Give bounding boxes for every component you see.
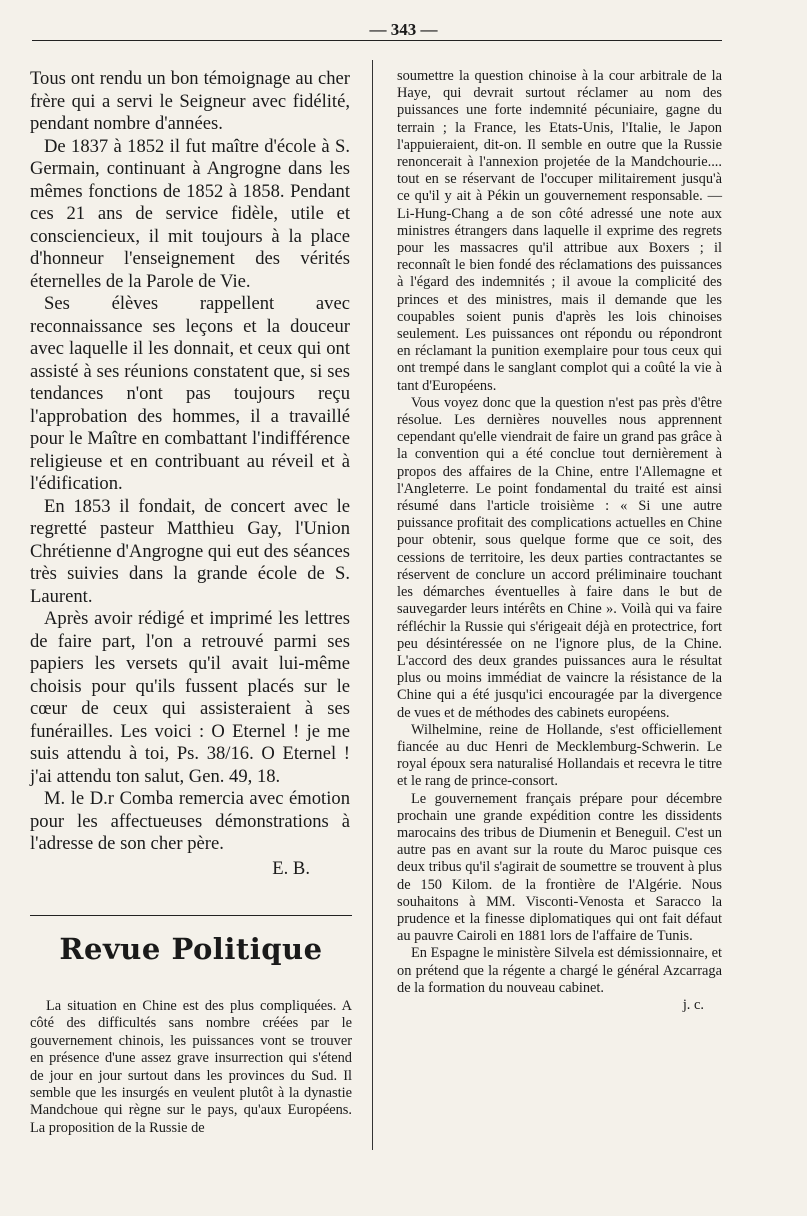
obituary-paragraph: Ses élèves rappellent avec reconnaissance ses leçons et la douceur avec laquelle il les donnait, et ceux qui ont assisté à ses réunions constatent que, si ses tendances n'ont pas toujours reçu l'approbation des hommes, il a travaillé pour le Maître en combattant l'indifférence religieuse et en contribuant au réveil et à l'édification.	[30, 293, 350, 494]
header-rule	[32, 40, 722, 41]
page-number: — 343 —	[369, 20, 438, 39]
obituary-paragraph: M. le D.r Comba remercia avec émotion pour les affectueuses démonstrations à l'adresse de son cher père.	[30, 788, 350, 854]
politics-paragraph: En Espagne le ministère Silvela est démissionnaire, et on prétend que la régente a chargé le général Azcarraga de la formation du nouveau cabinet.	[397, 945, 722, 996]
politics-paragraph: La situation en Chine est des plus compliquées. A côté des difficultés sans nombre créées par le gouvernement chinois, les puissances vont se trouver en présence d'une assez grave insurrection qui s'étend de jour en jour surtout dans les provinces du Sud. Il semble que les insurgés en veulent plutôt à la dynastie Mandchoue qui règne sur le pays, qu'aux Européens. La proposition de la Russie de	[30, 998, 352, 1136]
politics-paragraph: soumettre la question chinoise à la cour arbitrale de la Haye, qui devrait surtout réclamer au nom des puissances une forte indemnité pécuniaire, gagne du terrain ; la France, les Etats-Unis, l'Italie, le Japon l'appuieraient, dit-on. Il semble en outre que la Russie renoncerait à l'annexion projetée de la Mandchourie.... tout en se réservant de l'occuper militairement jusqu'à ce qu'il y ait à Pékin un gouvernement responsable. — Li-Hung-Chang a de son côté adressé une note aux ministres étrangers dans laquelle il exprime des regrets pour les massacres qu'il attribue aux Boxers ; il reconnaît le bien fondé des réclamations des puissances à l'égard des indemnités ; il avoue la complicité des princes et des ministres, mais il demande que les coupables soient punis d'après les lois chinoises seulement. Les puissances ont répondu ou répondront en réclamant la punition exemplaire pour tous ceux qui ont trempé dans le sanglant complot qui a coûté la vie à tant d'Européens.	[397, 68, 722, 394]
obituary-paragraph: Après avoir rédigé et imprimé les lettres de faire part, l'on a retrouvé parmi ses papiers les versets qu'il avait lui-même choisis pour qu'ils fussent placés sur le cœur de ceux qui assisteraient à ses funérailles. Les voici : O Eternel ! je me suis attendu à toi, Ps. 38/16. O Eternel ! j'ai attendu ton salut, Gen. 49, 18.	[30, 608, 350, 787]
politics-column-start	[30, 998, 352, 1137]
obituary-paragraph: En 1853 il fondait, de concert avec le regretté pasteur Matthieu Gay, l'Union Chrétienne d'Angrogne qui eut des séances très suivies dans la grande école de S. Laurent.	[30, 495, 350, 607]
politics-paragraph: Vous voyez donc que la question n'est pas près d'être résolue. Les dernières nouvelles nous apprennent cependant qu'elle viendrait de faire un grand pas grâce à la convention qui a été conclue tout dernièrement à propos des affaires de la Chine, entre l'Allemagne et l'Angleterre. Le point fondamental du traité est ainsi résumé dans l'article troisième : « Si une autre puissance profitait des complications actuelles en Chine pour obtenir, sous quelque forme que ce soit, des cessions de territoire, les deux parties contractantes se réservent de conclure un accord préliminaire touchant les démarches éventuelles à faire dans le but de sauvegarder leurs intérêts en Chine ». Voilà qui va faire réfléchir la Russie qui s'érigeait déjà en protectrice, fort peu désintéressée on ne l'ignore plus, de la Chine. L'accord des deux grandes puissances aura le résultat plus ou moins immédiat de vaincre la résistance de la Chine qui a été jusqu'ici encouragée par la divergence de vues et de méthodes des cabinets européens.	[397, 394, 722, 721]
left-column	[30, 68, 350, 880]
right-column	[397, 68, 722, 1014]
obituary-signature: E. B.	[272, 857, 310, 879]
column-divider	[372, 60, 373, 1150]
politics-signature: j. c.	[682, 996, 704, 1013]
section-rule	[30, 915, 352, 916]
obituary-paragraph: Tous ont rendu un bon témoignage au cher frère qui a servi le Seigneur avec fidélité, pendant nombre d'années.	[30, 68, 350, 134]
politics-paragraph: Le gouvernement français prépare pour décembre prochain une grande expédition contre les dissidents marocains des tribus de Diumenin et Beneguil. C'est un autre pas en avant sur la route du Maroc puisque ces deux tribus qu'il s'agirait de soumettre se trouvent à plus de 150 Kilom. de la frontière de l'Algérie. Nous souhaitons à MM. Visconti-Venosta et Saracco la prudence et la finesse diplomatiques qui ont fait défaut au pauvre Cairoli en 1881 lors de l'affaire de Tunis.	[397, 790, 722, 945]
obituary-paragraph: De 1837 à 1852 il fut maître d'école à S. Germain, continuant à Angrogne dans les mêmes fonctions de 1852 à 1858. Pendant ces 21 ans de service fidèle, utile et consciencieux, il mit toujours à la place d'honneur l'enseignement des vérités éternelles de la Parole de Vie.	[30, 135, 350, 292]
politics-paragraph: Wilhelmine, reine de Hollande, s'est officiellement fiancée au duc Henri de Mecklemburg-Schwerin. Le royal époux sera naturalisé Hollandais et recevra le titre et le rang de prince-consort.	[397, 721, 722, 790]
section-title: Revue Politique	[59, 932, 323, 966]
